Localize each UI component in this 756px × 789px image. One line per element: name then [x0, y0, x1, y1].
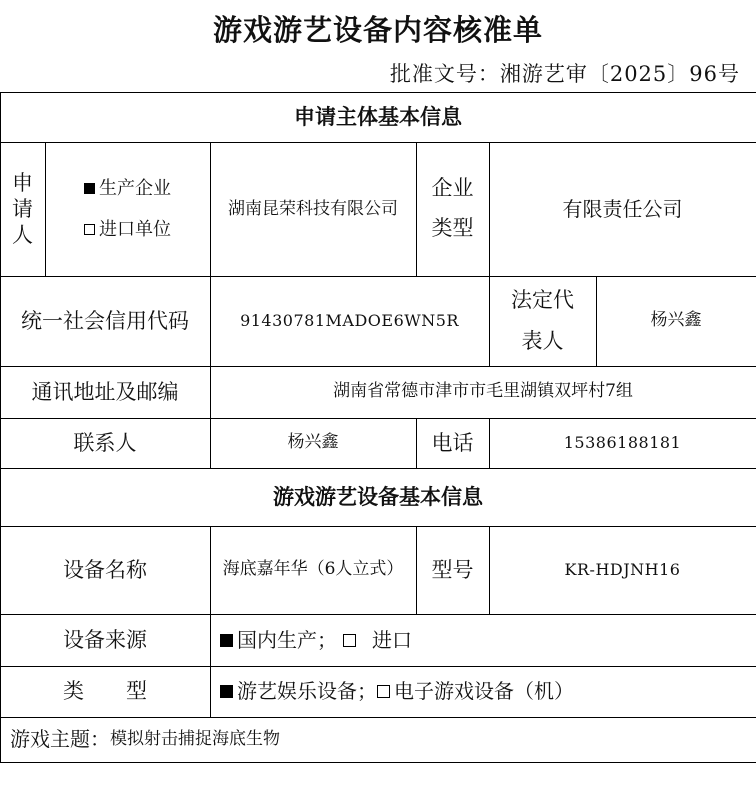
model-value: KR-HDJNH16 — [564, 560, 681, 579]
applicant-type-options — [45, 142, 210, 276]
unchecked-box-icon — [377, 685, 390, 698]
legal-rep-value: 杨兴鑫 — [650, 310, 702, 331]
game-theme-label: 游戏主题： — [10, 727, 110, 751]
phone-value: 15386188181 — [563, 433, 682, 452]
device-name-value: 海底嘉年华（6人立式） — [222, 559, 404, 580]
option-label: 国内生产； — [237, 627, 337, 652]
legal-rep-label: 法定代表人 — [511, 288, 574, 353]
option-label: 进口单位 — [99, 219, 171, 240]
option-label: 游艺娱乐设备； — [237, 679, 377, 703]
approval-number: 批准文号：湘游艺审〔2025〕96号 — [389, 62, 740, 86]
document-title: 游戏游艺设备内容核准单 — [212, 13, 543, 47]
source-import[interactable] — [343, 623, 412, 658]
device-section-heading: 游戏游艺设备基本信息 — [273, 484, 483, 509]
unchecked-box-icon — [84, 224, 95, 235]
contact-label: 联系人 — [73, 430, 137, 455]
device-type-options — [220, 666, 756, 717]
unchecked-box-icon — [343, 634, 356, 647]
device-source-options — [220, 614, 756, 666]
device-type-label: 类 型 — [63, 679, 147, 704]
model-label: 型号 — [431, 557, 474, 582]
source-domestic[interactable] — [220, 623, 337, 658]
address-value: 湖南省常德市津市市毛里湖镇双坪村7组 — [333, 381, 633, 402]
address-label: 通讯地址及邮编 — [31, 379, 179, 404]
contact-value: 杨兴鑫 — [287, 432, 339, 453]
option-manufacturer[interactable] — [84, 168, 171, 209]
checked-box-icon — [220, 685, 233, 698]
checked-box-icon — [84, 183, 95, 194]
game-theme-row — [10, 717, 756, 762]
company-type-label: 企业类型 — [431, 176, 474, 240]
phone-label: 电话 — [431, 430, 474, 455]
device-source-label: 设备来源 — [63, 627, 147, 652]
device-name-label: 设备名称 — [63, 557, 147, 582]
credit-code-label: 统一社会信用代码 — [21, 308, 189, 333]
company-type-value: 有限责任公司 — [562, 196, 683, 221]
option-importer[interactable] — [84, 209, 171, 250]
applicant-section-heading: 申请主体基本信息 — [294, 104, 462, 129]
type-amusement[interactable] — [220, 674, 377, 709]
checked-box-icon — [220, 634, 233, 647]
option-label: 进口 — [372, 627, 412, 652]
option-label: 电子游戏设备（机） — [394, 679, 574, 703]
option-label: 生产企业 — [99, 177, 171, 199]
type-electronic-game[interactable] — [377, 674, 574, 709]
game-theme-value: 模拟射击捕捉海底生物 — [110, 728, 280, 749]
company-name: 湖南昆荣科技有限公司 — [228, 198, 398, 219]
credit-code-value: 91430781MADOE6WN5R — [240, 311, 459, 330]
applicant-label: 申请人 — [12, 170, 33, 248]
